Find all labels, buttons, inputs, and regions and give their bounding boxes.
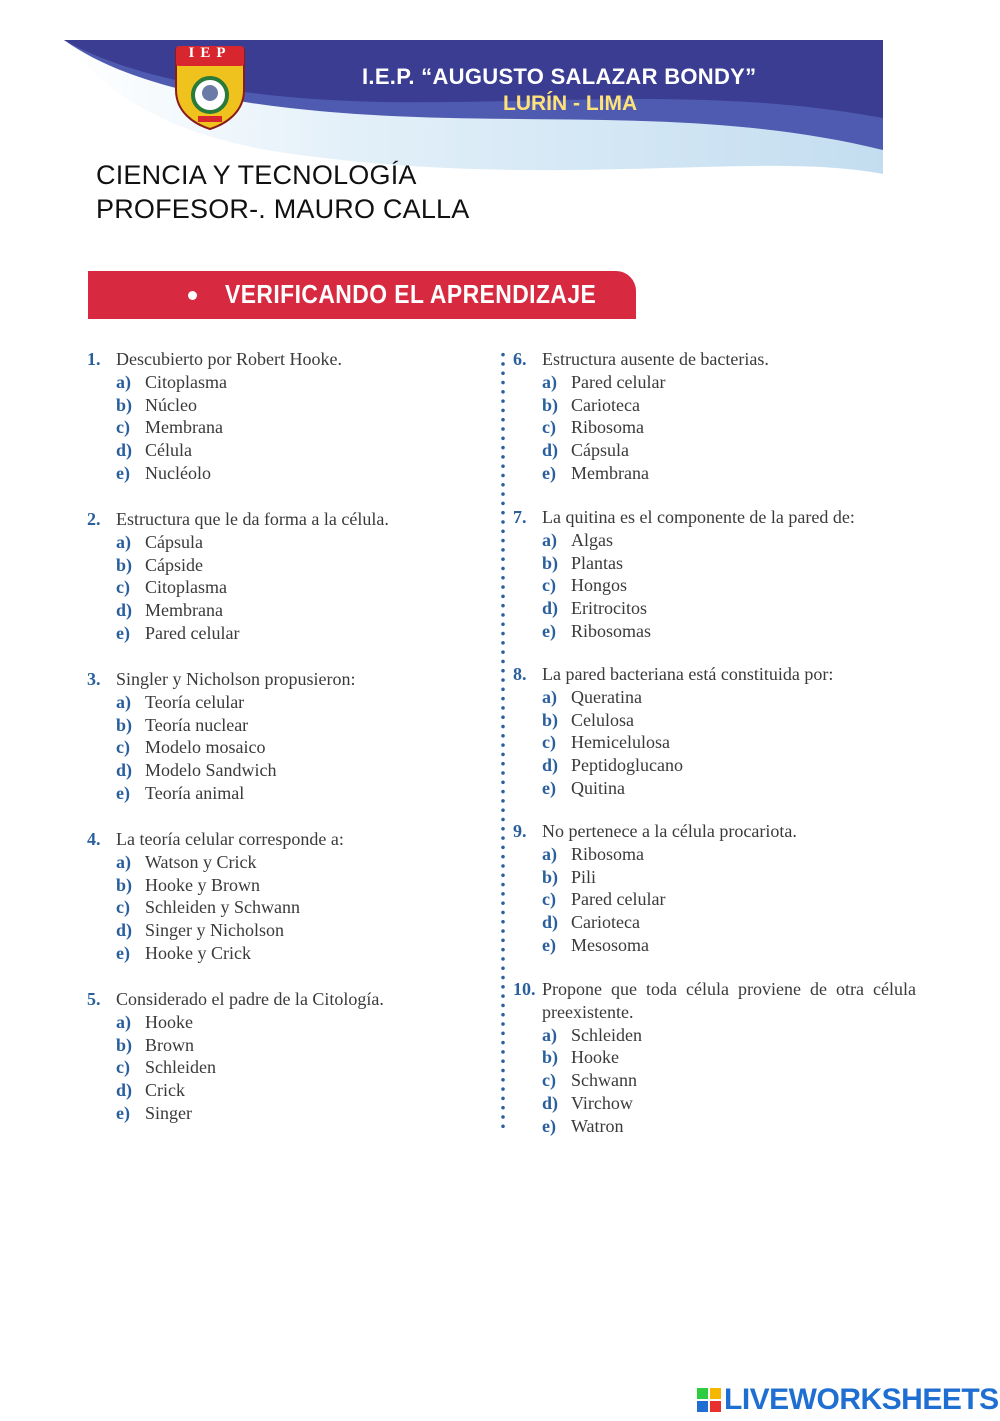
question-text: Estructura ausente de bacterias.: [542, 349, 769, 369]
question-text: No pertenece a la célula procariota.: [542, 821, 797, 841]
liveworksheets-icon: [697, 1388, 721, 1412]
option-e[interactable]: e) Teoría animal: [116, 783, 245, 803]
option-e[interactable]: e) Nucléolo: [116, 463, 211, 483]
option-a[interactable]: a) Algas: [542, 529, 613, 550]
option-b[interactable]: b) Plantas: [542, 552, 623, 573]
option-a[interactable]: a) Watson y Crick: [116, 851, 257, 872]
section-header: [88, 271, 636, 319]
option-a[interactable]: a) Schleiden: [542, 1024, 642, 1045]
option-b[interactable]: b) Pili: [542, 866, 597, 887]
option-a[interactable]: a) Teoría celular: [116, 691, 245, 712]
option-b[interactable]: b) Cápside: [116, 554, 203, 575]
option-c[interactable]: c) Hongos: [542, 575, 628, 596]
option-d[interactable]: d) Singer y Nicholson: [116, 920, 284, 941]
option-d[interactable]: d) Eritrocitos: [542, 598, 647, 619]
option-c[interactable]: c) Membrana: [116, 417, 223, 438]
option-a[interactable]: a) Cápsula: [116, 531, 203, 552]
question-number: 7.: [513, 507, 527, 527]
question-number: 6.: [513, 349, 527, 369]
option-e[interactable]: e) Ribosomas: [542, 621, 652, 641]
column-divider: [500, 350, 506, 1132]
option-a[interactable]: a) Queratina: [542, 686, 642, 707]
option-c[interactable]: c) Pared celular: [542, 889, 666, 910]
question-text: Estructura que le da forma a la célula.: [116, 509, 389, 529]
question-number: 9.: [513, 821, 527, 841]
option-d[interactable]: d) Virchow: [542, 1093, 633, 1113]
section-title: VERIFICANDO EL APRENDIZAJE: [225, 279, 597, 309]
question-number: 8.: [513, 664, 527, 684]
option-d[interactable]: d) Carioteca: [542, 912, 640, 933]
question-text: Propone que toda célula proviene de otra célula preexistente.: [542, 979, 916, 1022]
option-d[interactable]: d) Peptidoglucano: [542, 755, 683, 776]
subject-title: CIENCIA Y TECNOLOGÍA: [96, 160, 417, 190]
option-b[interactable]: b) Hooke: [542, 1047, 619, 1068]
question-text: Singler y Nicholson propusieron:: [116, 669, 356, 689]
option-b[interactable]: b) Brown: [116, 1034, 194, 1055]
option-e[interactable]: e) Singer: [116, 1103, 192, 1123]
bullet-icon: [188, 291, 197, 300]
option-c[interactable]: c) Citoplasma: [116, 577, 227, 598]
question-text: La quitina es el componente de la pared de:: [542, 507, 855, 527]
teacher-name: PROFESOR-. MAURO CALLA: [96, 194, 470, 224]
option-b[interactable]: b) Celulosa: [542, 709, 634, 730]
option-c[interactable]: c) Schleiden: [116, 1057, 216, 1078]
option-e[interactable]: e) Pared celular: [116, 623, 240, 643]
option-e[interactable]: e) Quitina: [542, 778, 625, 798]
option-a[interactable]: a) Pared celular: [542, 371, 666, 392]
question-number: 4.: [87, 829, 101, 849]
question-text: La pared bacteriana está constituida por:: [542, 664, 834, 684]
option-e[interactable]: e) Mesosoma: [542, 935, 649, 955]
option-b[interactable]: b) Hooke y Brown: [116, 874, 260, 895]
question-text: La teoría celular corresponde a:: [116, 829, 344, 849]
option-b[interactable]: b) Núcleo: [116, 394, 197, 415]
question-text: Descubierto por Robert Hooke.: [116, 349, 342, 369]
option-c[interactable]: c) Hemicelulosa: [542, 732, 670, 753]
option-d[interactable]: d) Célula: [116, 440, 192, 461]
option-b[interactable]: b) Carioteca: [542, 394, 640, 415]
option-c[interactable]: c) Schwann: [542, 1070, 637, 1091]
option-a[interactable]: a) Hooke: [116, 1011, 193, 1032]
option-b[interactable]: b) Teoría nuclear: [116, 714, 249, 735]
school-city: LURÍN - LIMA: [503, 92, 638, 115]
option-e[interactable]: e) Watron: [542, 1115, 624, 1136]
question-number: 5.: [87, 989, 101, 1009]
option-c[interactable]: c) Ribosoma: [542, 417, 645, 438]
option-c[interactable]: c) Schleiden y Schwann: [116, 897, 300, 918]
option-c[interactable]: c) Modelo mosaico: [116, 737, 266, 758]
option-d[interactable]: d) Membrana: [116, 600, 223, 621]
logo-letters: IEP: [188, 45, 232, 61]
option-a[interactable]: a) Citoplasma: [116, 371, 227, 392]
question-text: Considerado el padre de la Citología.: [116, 989, 384, 1009]
option-e[interactable]: e) Membrana: [542, 463, 649, 483]
question-number: 3.: [87, 669, 101, 689]
question-number: 1.: [87, 349, 101, 369]
option-a[interactable]: a) Ribosoma: [542, 843, 645, 864]
question-number: 10.: [513, 979, 536, 999]
liveworksheets-brand[interactable]: LIVEWORKSHEETS: [724, 1383, 999, 1416]
question-number: 2.: [87, 509, 101, 529]
option-e[interactable]: e) Hooke y Crick: [116, 943, 251, 963]
option-d[interactable]: d) Cápsula: [542, 440, 629, 461]
option-d[interactable]: d) Modelo Sandwich: [116, 760, 277, 781]
school-name: I.E.P. “AUGUSTO SALAZAR BONDY”: [362, 64, 757, 89]
option-d[interactable]: d) Crick: [116, 1080, 185, 1101]
